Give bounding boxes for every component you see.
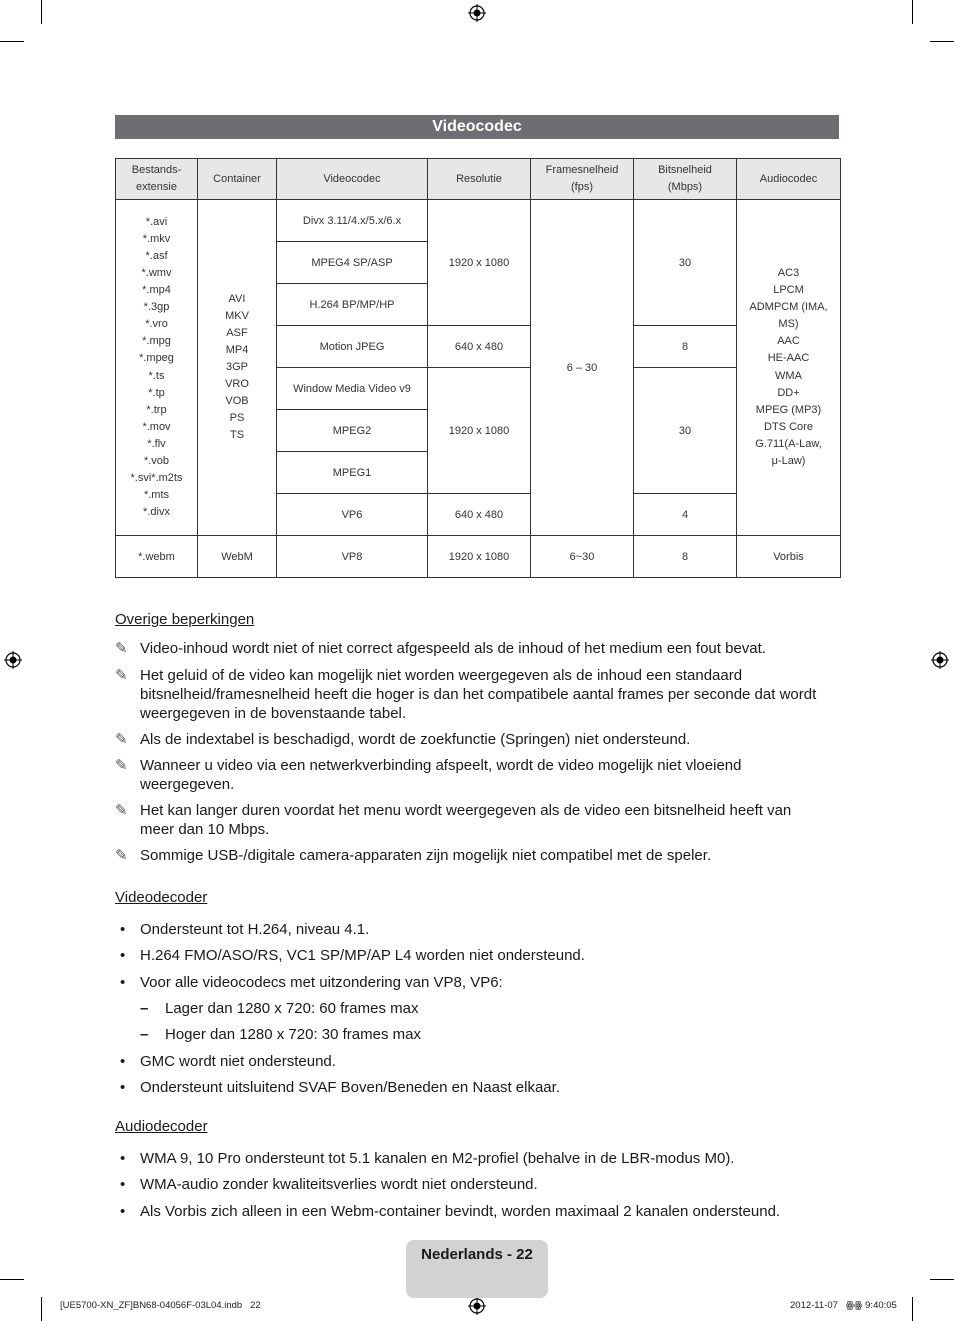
bullet-icon: • — [120, 947, 126, 964]
crop-mark — [912, 1297, 913, 1321]
cell-resolution: 1920 x 1080 — [428, 200, 531, 326]
cell-codec: VP8 — [277, 536, 428, 578]
list-item: • WMA 9, 10 Pro ondersteunt tot 5.1 kanalen en M2-profiel (behalve in de LBR-modus M0). — [120, 1150, 735, 1167]
header-framerate: Framesnelheid (fps) — [531, 159, 634, 200]
bullet-icon: • — [120, 1150, 126, 1167]
section-title: Videocodec — [115, 115, 839, 139]
note-icon: ✎ — [115, 640, 128, 657]
note-item: ✎ Het kan langer duren voordat het menu wordt weergegeven als de video een bitsnelheid heeft van meer dan 10 Mbps. — [115, 802, 792, 838]
cell-bitrate: 30 — [634, 200, 737, 326]
cell-resolution: 1920 x 1080 — [428, 368, 531, 494]
cell-bitrate: 8 — [634, 536, 737, 578]
list-item: • Als Vorbis zich alleen in een Webm-container bevindt, worden maximaal 2 kanalen ondersteund. — [120, 1203, 781, 1220]
dash-icon: – — [140, 1000, 149, 1017]
header-audiocodec: Audiocodec — [737, 159, 841, 200]
crop-mark — [0, 1279, 24, 1280]
cell-bitrate: 8 — [634, 326, 737, 368]
heading-overige: Overige beperkingen — [115, 611, 255, 628]
dash-icon: – — [140, 1026, 149, 1043]
crop-mark — [41, 1297, 42, 1321]
crop-mark — [930, 41, 954, 42]
cell-codec: VP6 — [277, 494, 428, 536]
registration-mark-icon — [468, 4, 486, 22]
registration-mark-icon — [468, 1297, 486, 1315]
note-item: ✎ Video-inhoud wordt niet of niet correct afgespeeld als de inhoud of het medium een fout bevat. — [115, 640, 766, 657]
note-icon: ✎ — [115, 847, 128, 864]
cell-codec: Divx 3.11/4.x/5.x/6.x — [277, 200, 428, 242]
registration-mark-icon — [931, 651, 949, 669]
bullet-icon: • — [120, 1176, 126, 1193]
sub-list-item: – Lager dan 1280 x 720: 60 frames max — [140, 1000, 419, 1017]
bullet-icon: • — [120, 1203, 126, 1220]
cell-audiocodec: Vorbis — [737, 536, 841, 578]
codec-table — [115, 158, 841, 578]
crop-mark — [912, 0, 913, 24]
header-extension: Bestands- extensie — [116, 159, 198, 200]
table-row-webm — [116, 536, 841, 578]
footer-file: [UE5700-XN_ZF]BN68-04056F-03L04.indb 22 — [60, 1300, 261, 1311]
registration-mark-icon — [4, 651, 22, 669]
crop-mark — [41, 0, 42, 24]
cell-extensions: *.avi *.mkv *.asf *.wmv *.mp4 *.3gp *.vro *.mpg *.mpeg *.ts *.tp *.trp *.mov *.flv *.vob *.svi*.m2ts *.mts *.divx — [116, 200, 198, 536]
list-item: • WMA-audio zonder kwaliteitsverlies wordt niet ondersteund. — [120, 1176, 538, 1193]
cell-codec: MPEG2 — [277, 410, 428, 452]
cell-codec: Motion JPEG — [277, 326, 428, 368]
page-number: Nederlands - 22 — [421, 1246, 533, 1263]
cell-codec: H.264 BP/MP/HP — [277, 284, 428, 326]
table-row — [116, 200, 841, 242]
bullet-icon: • — [120, 921, 126, 938]
header-videocodec: Videocodec — [277, 159, 428, 200]
cell-bitrate: 30 — [634, 368, 737, 494]
cell-containers: AVI MKV ASF MP4 3GP VRO VOB PS TS — [198, 200, 277, 536]
bullet-icon: • — [120, 1053, 126, 1070]
cell-resolution: 1920 x 1080 — [428, 536, 531, 578]
list-item: • Ondersteunt tot H.264, niveau 4.1. — [120, 921, 370, 938]
bullet-icon: • — [120, 974, 126, 991]
cell-codec: MPEG1 — [277, 452, 428, 494]
note-icon: ✎ — [115, 731, 128, 748]
note-item: ✎ Wanneer u video via een netwerkverbinding afspeelt, wordt de video mogelijk niet vloeiend weergegeven. — [115, 757, 742, 793]
crop-mark — [930, 1279, 954, 1280]
bullet-icon: • — [120, 1079, 126, 1096]
cell-bitrate: 4 — [634, 494, 737, 536]
note-icon: ✎ — [115, 802, 128, 819]
note-icon: ✎ — [115, 757, 128, 774]
list-item: • Ondersteunt uitsluitend SVAF Boven/Beneden en Naast elkaar. — [120, 1079, 560, 1096]
header-container: Container — [198, 159, 277, 200]
crop-mark — [0, 41, 24, 42]
cell-resolution: 640 x 480 — [428, 326, 531, 368]
list-item: • Voor alle videocodecs met uitzondering van VP8, VP6: — [120, 974, 503, 991]
sub-list-item: – Hoger dan 1280 x 720: 30 frames max — [140, 1026, 421, 1043]
note-icon: ✎ — [115, 667, 128, 684]
cell-codec: Window Media Video v9 — [277, 368, 428, 410]
list-item: • GMC wordt niet ondersteund. — [120, 1053, 336, 1070]
heading-videodecoder: Videodecoder — [115, 889, 208, 906]
heading-audiodecoder: Audiodecoder — [115, 1118, 208, 1135]
note-item: ✎ Sommige USB-/digitale camera-apparaten zijn mogelijk niet compatibel met de speler. — [115, 847, 712, 864]
footer-date: 2012-11-07 ꙮꙮ 9:40:05 — [790, 1300, 897, 1311]
table-header-row — [116, 159, 841, 200]
cell-container: WebM — [198, 536, 277, 578]
cell-framerate: 6 – 30 — [531, 200, 634, 536]
cell-framerate: 6~30 — [531, 536, 634, 578]
note-item: ✎ Als de indextabel is beschadigd, wordt de zoekfunctie (Springen) niet ondersteund. — [115, 731, 691, 748]
cell-resolution: 640 x 480 — [428, 494, 531, 536]
cell-codec: MPEG4 SP/ASP — [277, 242, 428, 284]
cell-extension: *.webm — [116, 536, 198, 578]
cell-audiocodecs: AC3 LPCM ADMPCM (IMA, MS) AAC HE-AAC WMA DD+ MPEG (MP3) DTS Core G.711(A-Law, μ-Law) — [737, 200, 841, 536]
list-item: • H.264 FMO/ASO/RS, VC1 SP/MP/AP L4 worden niet ondersteund. — [120, 947, 585, 964]
header-bitrate: Bitsnelheid (Mbps) — [634, 159, 737, 200]
header-resolution: Resolutie — [428, 159, 531, 200]
note-item: ✎ Het geluid of de video kan mogelijk niet worden weergegeven als de inhoud een standaard bitsnelheid/framesnelheid heeft die hoger is dan het compatibele aantal frames per seconde dat wordt weergegeven in de bovenstaande tabel. — [115, 667, 817, 722]
